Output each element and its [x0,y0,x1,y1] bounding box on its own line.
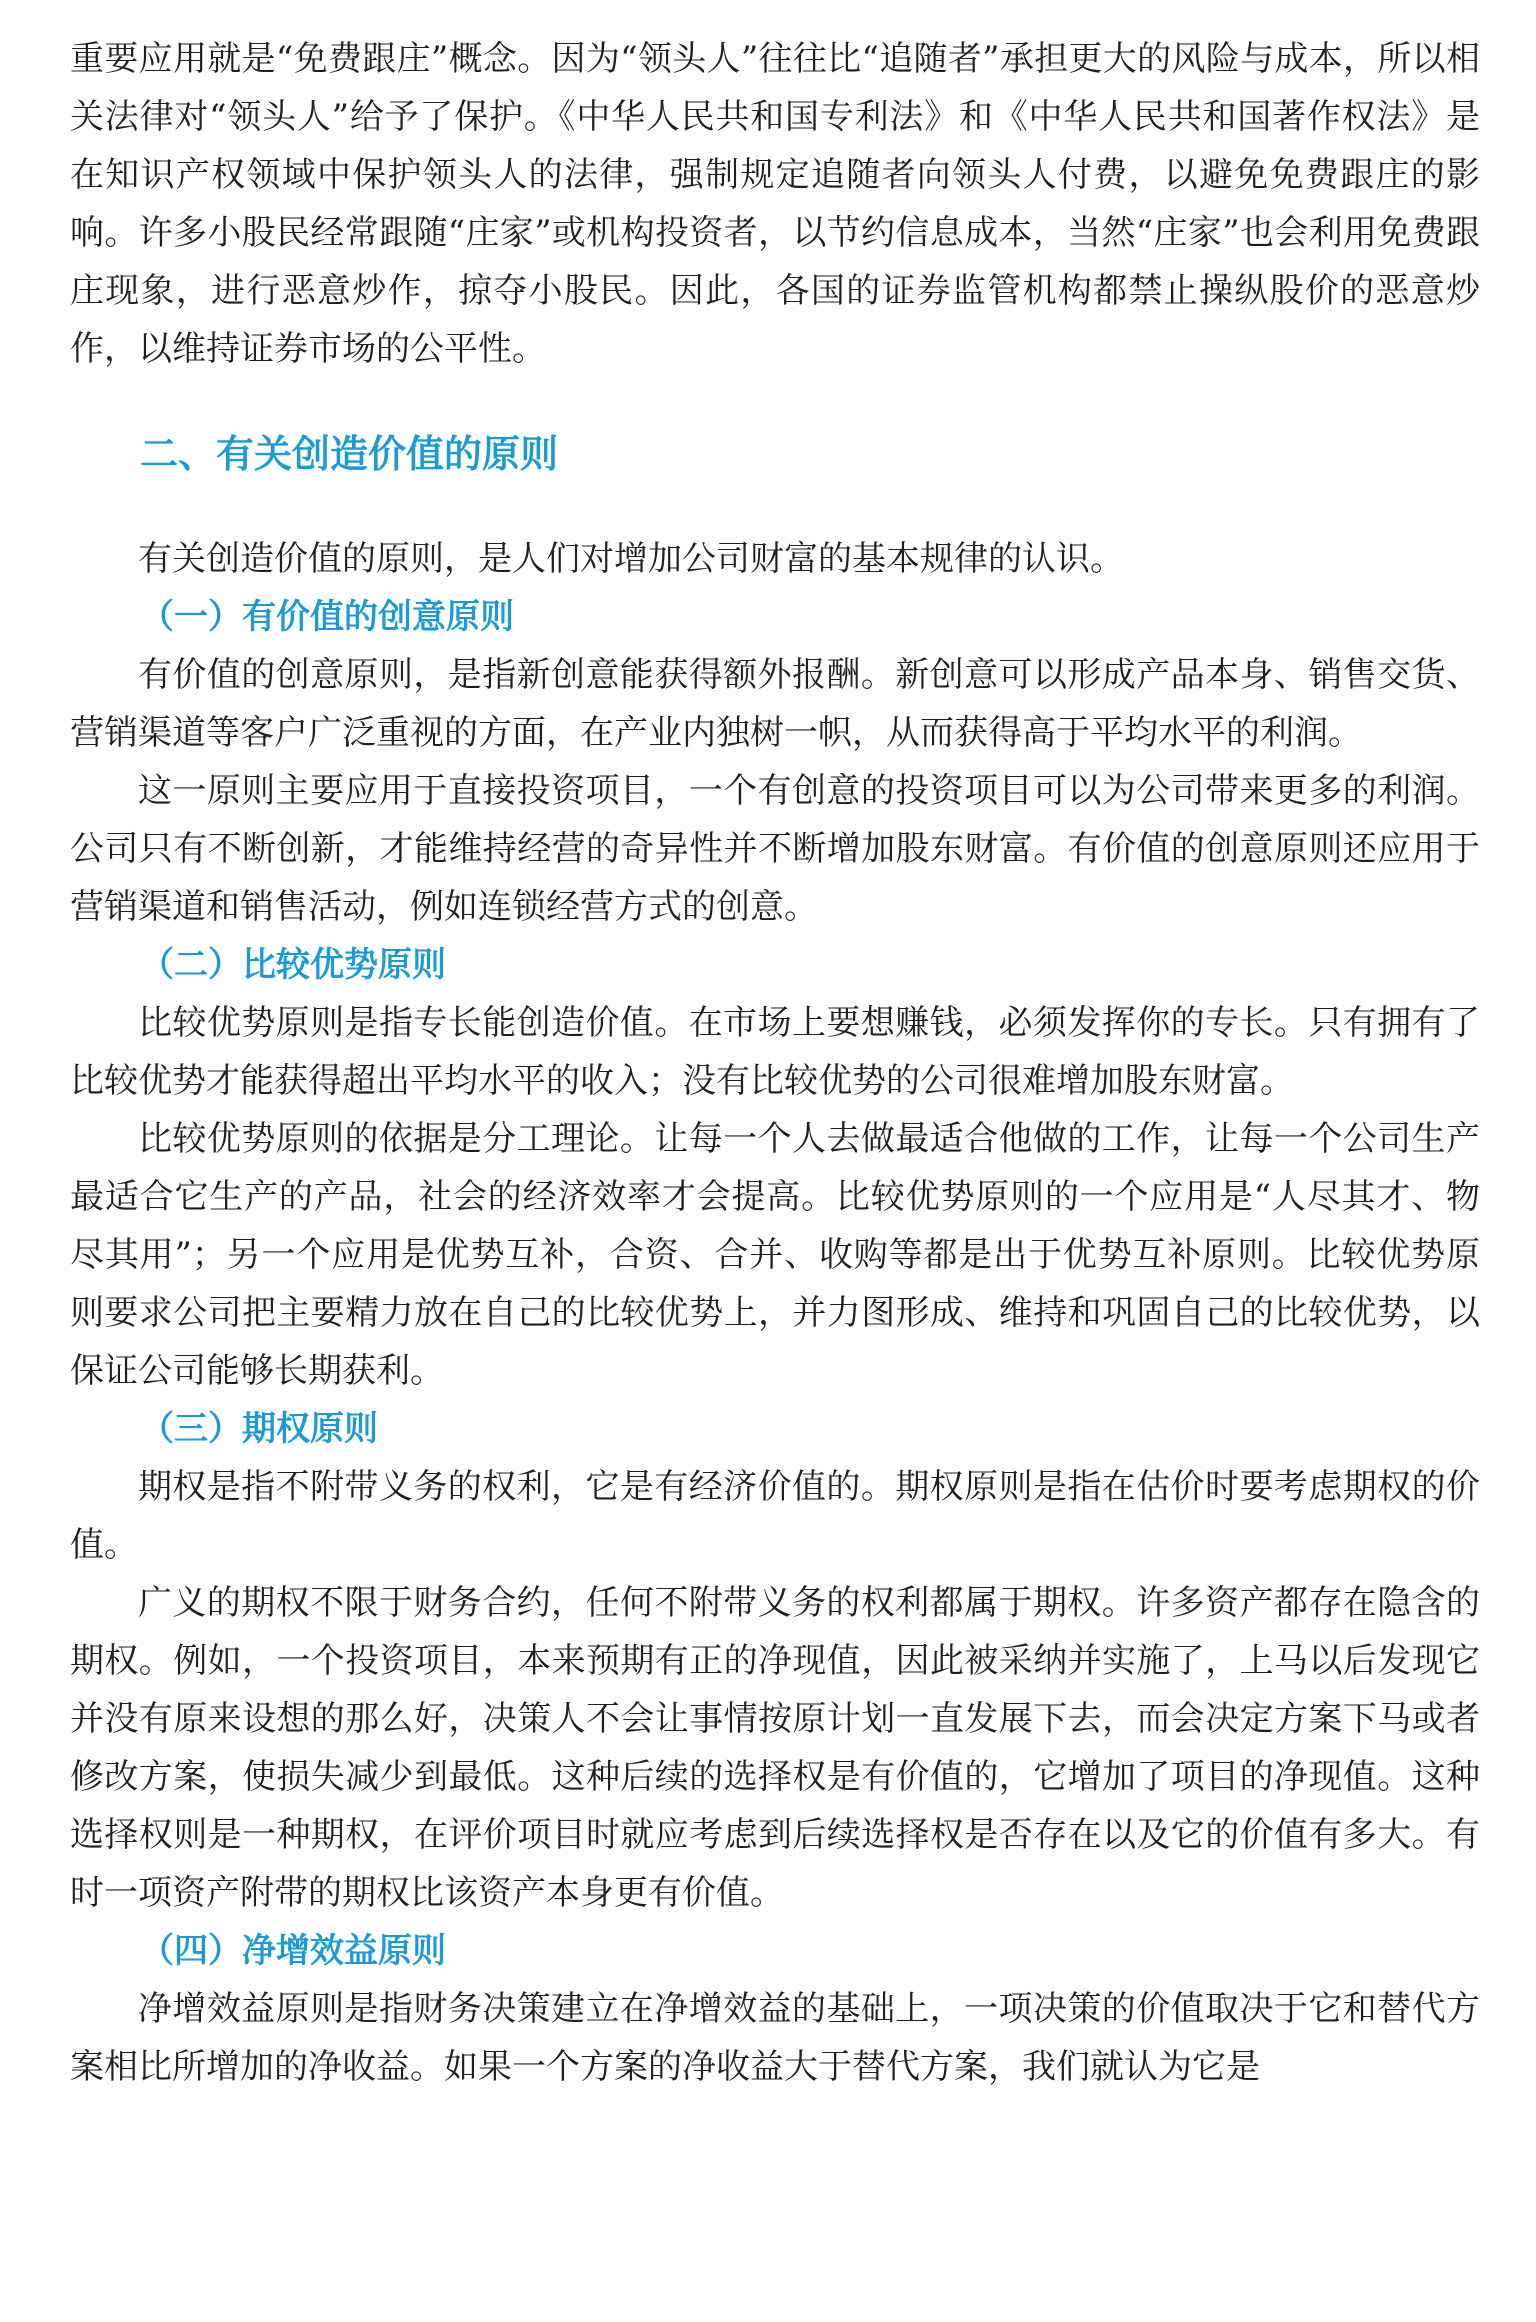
subsection-title-4: （四）净增效益原则 [140,1931,446,1971]
intro-paragraph: 重要应用就是“免费跟庄”概念。因为“领头人”往往比“追随者”承担更大的风险与成本，所以相关法律对“领头人”给予了保护。《中华人民共和国专利法》和《中华人民共和国著作权法》是在知识产权领域中保护领头人的法律，强制规定追随者向领头人付费，以避免免费跟庄的影响。许多小股民经常跟随“庄家”或机构投资者，以节约信息成本，当然“庄家”也会利用免费跟庄现象，进行恶意炒作，掠夺小股民。因此，各国的证券监管机构都禁止操纵股价的恶意炒作，以维持证券市场的公平性。 [70,39,1480,369]
subsection-1-paragraph-2: 这一原则主要应用于直接投资项目，一个有创意的投资项目可以为公司带来更多的利润。公司只有不断创新，才能维持经营的奇异性并不断增加股东财富。有价值的创意原则还应用于营销渠道和销售活动，例如连锁经营方式的创意。 [70,771,1480,927]
subsection-4-paragraph-1: 净增效益原则是指财务决策建立在净增效益的基础上，一项决策的价值取决于它和替代方案相比所增加的净收益。如果一个方案的净收益大于替代方案，我们就认为它是 [70,1989,1480,2087]
subsection-2-paragraph-2: 比较优势原则的依据是分工理论。让每一个人去做最适合他做的工作，让每一个公司生产最适合它生产的产品，社会的经济效率才会提高。比较优势原则的一个应用是“人尽其才、物尽其用”；另一个应用是优势互补，合资、合并、收购等都是出于优势互补原则。比较优势原则要求公司把主要精力放在自己的比较优势上，并力图形成、维持和巩固自己的比较优势，以保证公司能够长期获利。 [70,1119,1480,1391]
subsection-title-2: （二）比较优势原则 [140,945,446,985]
section-title: 二、有关创造价值的原则 [140,432,559,476]
subsection-2-paragraph-1: 比较优势原则是指专长能创造价值。在市场上要想赚钱，必须发挥你的专长。只有拥有了比较优势才能获得超出平均水平的收入；没有比较优势的公司很难增加股东财富。 [70,1003,1480,1101]
document-page [70,30,1480,2096]
subsection-3-paragraph-1: 期权是指不附带义务的权利，它是有经济价值的。期权原则是指在估价时要考虑期权的价值。 [70,1467,1480,1565]
subsection-3-paragraph-2: 广义的期权不限于财务合约，任何不附带义务的权利都属于期权。许多资产都存在隐含的期权。例如，一个投资项目，本来预期有正的净现值，因此被采纳并实施了，上马以后发现它并没有原来设想的那么好，决策人不会让事情按原计划一直发展下去，而会决定方案下马或者修改方案，使损失减少到最低。这种后续的选择权是有价值的，它增加了项目的净现值。这种选择权则是一种期权，在评价项目时就应考虑到后续选择权是否存在以及它的价值有多大。有时一项资产附带的期权比该资产本身更有价值。 [70,1583,1480,1913]
section-intro-paragraph: 有关创造价值的原则，是人们对增加公司财富的基本规律的认识。 [138,539,1124,579]
subsection-title-1: （一）有价值的创意原则 [140,597,514,637]
subsection-title-3: （三）期权原则 [140,1409,378,1449]
subsection-1-paragraph-1: 有价值的创意原则，是指新创意能获得额外报酬。新创意可以形成产品本身、销售交货、营销渠道等客户广泛重视的方面，在产业内独树一帜，从而获得高于平均水平的利润。 [70,655,1480,753]
